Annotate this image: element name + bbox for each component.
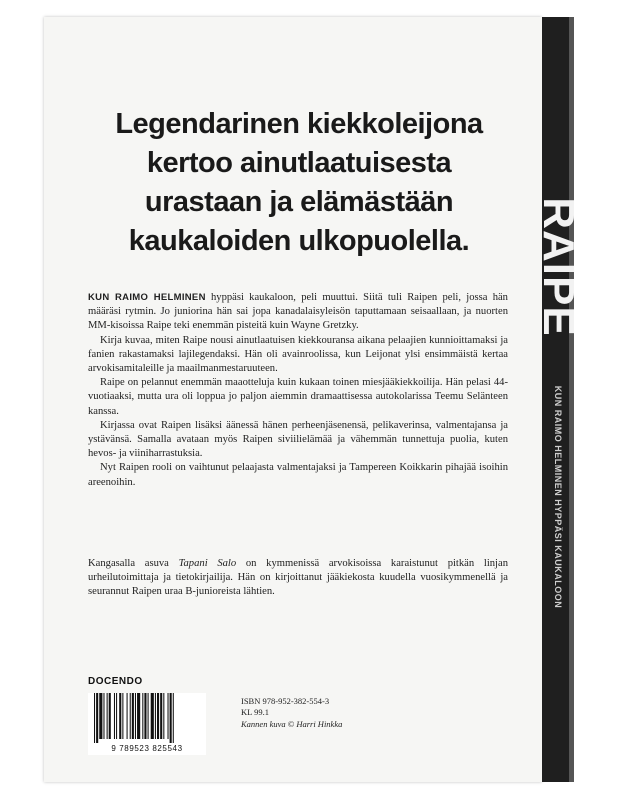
headline-line: Legendarinen kiekkoleijona [115, 108, 483, 140]
spine-title: RAIPE [534, 197, 583, 337]
author-bio: Kangasalla asuva Tapani Salo on kymmenissä arvokisoissa karaistunut pitkän linjan urheilutoimittaja ja tietokirjailija. Hän on kirjoittanut jääkiekosta kuudella vuosikymmenellä ja seurannut Raipen uraa B-junioreista lähtien. [88, 558, 508, 598]
author-name: Tapani Salo [178, 558, 237, 569]
blurb-paragraph: Kirjassa ovat Raipen lisäksi äänessä hänen perheenjäsenensä, pelikaverinsa, valmentajansa ja ystävänsä. Samalla avataan myös Raipen siviilielämää ja vähemmän tunnettuja puolia, kuten hevos- ja viiniharrastuksia. [88, 419, 508, 460]
blurb-paragraph: Raipe on pelannut enemmän maaotteluja kuin kukaan toinen miesjääkiekkoilija. Hän pelasi 44-vuotiaaksi, mutta ura oli loppua jo paljon aiemmin dramaattisessa autokolarissa Teemu Selänteen kanssa. [88, 377, 508, 417]
blurb-paragraph: Kirja kuvaa, miten Raipe nousi ainutlaatuisen kiekkouransa aikana pelaajien kunnioittamaksi ja fanien rakastamaksi lajilegendaksi. Hän oli avainroolissa, kun Leijonat ylsi ensimmäistä kertaa arvokisamitaleille ja maailmanmestaruuteen. [88, 334, 508, 375]
blurb [88, 291, 508, 490]
cover-photo-credit: Kannen kuva © Harri Hinkka [241, 719, 343, 729]
library-class: KL 99.1 [241, 707, 270, 717]
blurb-paragraph: Nyt Raipen rooli on vaihtunut pelaajasta valmentajaksi ja Tampereen Koikkarin pihajää isoihin areenoihin. [88, 462, 508, 488]
lead-caps: KUN RAIMO HELMINEN [88, 292, 206, 303]
publisher-logo: DOCENDO [88, 676, 143, 687]
spine-subtitle: KUN RAIMO HELMINEN HYPPÄSI KAUKALOON [553, 385, 563, 609]
headline [94, 105, 504, 261]
barcode-number: 9 789523 825543 [111, 744, 183, 753]
barcode [88, 693, 206, 755]
barcode-bars [88, 693, 206, 743]
isbn-block [241, 696, 329, 718]
headline-line: kaukaloiden ulkopuolella. [128, 225, 470, 257]
book-back-cover [44, 17, 583, 782]
headline-line: urastaan ja elämästään [144, 186, 454, 218]
isbn: ISBN 978-952-382-554-3 [241, 696, 330, 706]
blurb-paragraph: KUN RAIMO HELMINEN hyppäsi kaukaloon, peli muuttui. Siitä tuli Raipen peli, jossa hän määräsi rytmin. Jo juniorina hän sai jopa kanadalaisyleisön taputtamaan seisaallaan, ja nuorten MM-kisoissa Raipe teki enemmän pisteitä kuin Wayne Gretzky. [88, 292, 508, 332]
headline-line: kertoo ainutlaatuisesta [146, 147, 452, 179]
